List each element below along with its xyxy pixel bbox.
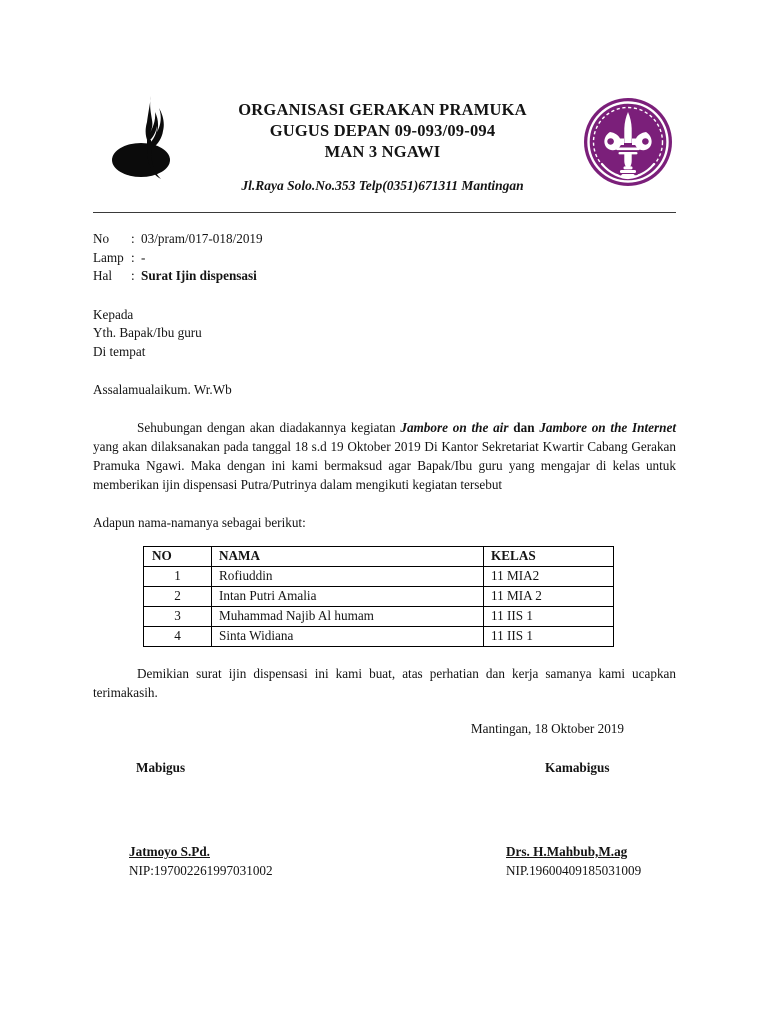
cell-no: 1 xyxy=(144,566,212,586)
org-name-line3: MAN 3 NGAWI xyxy=(324,142,441,161)
recipient-line-1: Kepada xyxy=(93,306,134,322)
signature-names xyxy=(93,842,676,888)
letterhead-divider xyxy=(93,212,676,213)
hal-separator: : xyxy=(131,268,135,284)
lamp-separator: : xyxy=(131,249,135,265)
signature-area xyxy=(93,720,676,888)
event-name-1: Jambore on the air xyxy=(400,420,509,436)
cell-kelas: 11 MIA2 xyxy=(484,566,614,586)
reference-row-no xyxy=(93,230,676,249)
org-name-line2: GUGUS DEPAN 09-093/09-094 xyxy=(269,121,496,140)
signature-titles xyxy=(93,760,676,790)
hal-label: Hal xyxy=(93,268,113,284)
signatory-right xyxy=(506,842,641,880)
letterhead xyxy=(93,92,676,192)
column-header-nama: NAMA xyxy=(212,546,484,566)
lamp-value: - xyxy=(141,249,146,265)
signatory-right-nip: NIP.19600409185031009 xyxy=(506,863,642,878)
cell-nama: Intan Putri Amalia xyxy=(212,586,484,606)
wosm-scout-emblem xyxy=(580,94,676,190)
reference-block xyxy=(93,230,676,286)
signatory-right-name: Drs. H.Mahbub,M.ag xyxy=(506,844,628,859)
paragraph-segment-1: Sehubungan dengan akan diadakannya kegiatan xyxy=(137,420,401,436)
table-row xyxy=(144,626,614,646)
signatory-title-mabigus: Mabigus xyxy=(136,760,186,775)
signatory-left-nip: NIP:197002261997031002 xyxy=(129,863,273,878)
letter-body xyxy=(93,230,676,716)
lamp-label: Lamp xyxy=(93,249,124,265)
no-label: No xyxy=(93,231,110,246)
student-table-wrapper xyxy=(143,546,676,647)
cell-no: 4 xyxy=(144,626,212,646)
cell-nama: Muhammad Najib Al humam xyxy=(212,606,484,626)
table-row xyxy=(144,566,614,586)
letterhead-row xyxy=(93,92,676,192)
reference-row-lamp xyxy=(93,249,676,268)
recipient-line-2: Yth. Bapak/Ibu guru xyxy=(93,325,202,341)
cell-nama: Sinta Widiana xyxy=(212,626,484,646)
place-and-date: Mantingan, 18 Oktober 2019 xyxy=(470,721,624,736)
recipient-block xyxy=(93,306,676,362)
cikal-tunas-kelapa-logo xyxy=(111,94,177,186)
column-header-kelas: KELAS xyxy=(484,546,614,566)
cell-kelas: 11 IIS 1 xyxy=(484,626,614,646)
cell-kelas: 11 MIA 2 xyxy=(484,586,614,606)
list-introduction: Adapun nama-namanya sebagai berikut: xyxy=(93,515,306,531)
paragraph-conjunction: dan xyxy=(508,420,540,436)
reference-row-hal xyxy=(93,267,676,286)
column-header-no: NO xyxy=(144,546,212,566)
closing-paragraph: Demikian surat ijin dispensasi ini kami buat, atas perhatian dan kerja samanya kami ucapkan terimakasih. xyxy=(93,665,676,700)
student-table xyxy=(143,546,614,647)
table-row xyxy=(144,606,614,626)
recipient-line-3: Di tempat xyxy=(93,343,146,359)
cell-kelas: 11 IIS 1 xyxy=(484,606,614,626)
cell-nama: Rofiuddin xyxy=(212,566,484,586)
opening-greeting: Assalamualaikum. Wr.Wb xyxy=(93,381,232,397)
signatory-title-kamabigus: Kamabigus xyxy=(545,760,610,775)
main-paragraph xyxy=(93,419,676,494)
signatory-left-name: Jatmoyo S.Pd. xyxy=(129,844,210,859)
org-name-line1: ORGANISASI GERAKAN PRAMUKA xyxy=(238,100,527,119)
table-header-row xyxy=(144,546,614,566)
no-separator: : xyxy=(131,231,135,246)
event-name-2: Jambore on the Internet xyxy=(539,420,677,436)
cell-no: 3 xyxy=(144,606,212,626)
signatory-left xyxy=(129,842,273,880)
table-row xyxy=(144,586,614,606)
office-address: Jl.Raya Solo.No.353 Telp(0351)671311 Mantingan xyxy=(241,178,524,193)
paragraph-segment-3: yang akan dilaksanakan pada tanggal 18 s.d 19 Oktober 2019 Di Kantor Sekretariat Kwartir Cabang Gerakan Pramuka Ngawi. Maka dengan ini kami bermaksud agar Bapak/Ibu guru yang mengajar di kelas untuk memberikan ijin dispensasi Putra/Putrinya dalam mengikuti kegiatan tersebut xyxy=(93,438,676,492)
letterhead-titles xyxy=(189,99,576,162)
cell-no: 2 xyxy=(144,586,212,606)
hal-value: Surat Ijin dispensasi xyxy=(141,268,257,284)
no-value: 03/pram/017-018/2019 xyxy=(141,231,263,246)
